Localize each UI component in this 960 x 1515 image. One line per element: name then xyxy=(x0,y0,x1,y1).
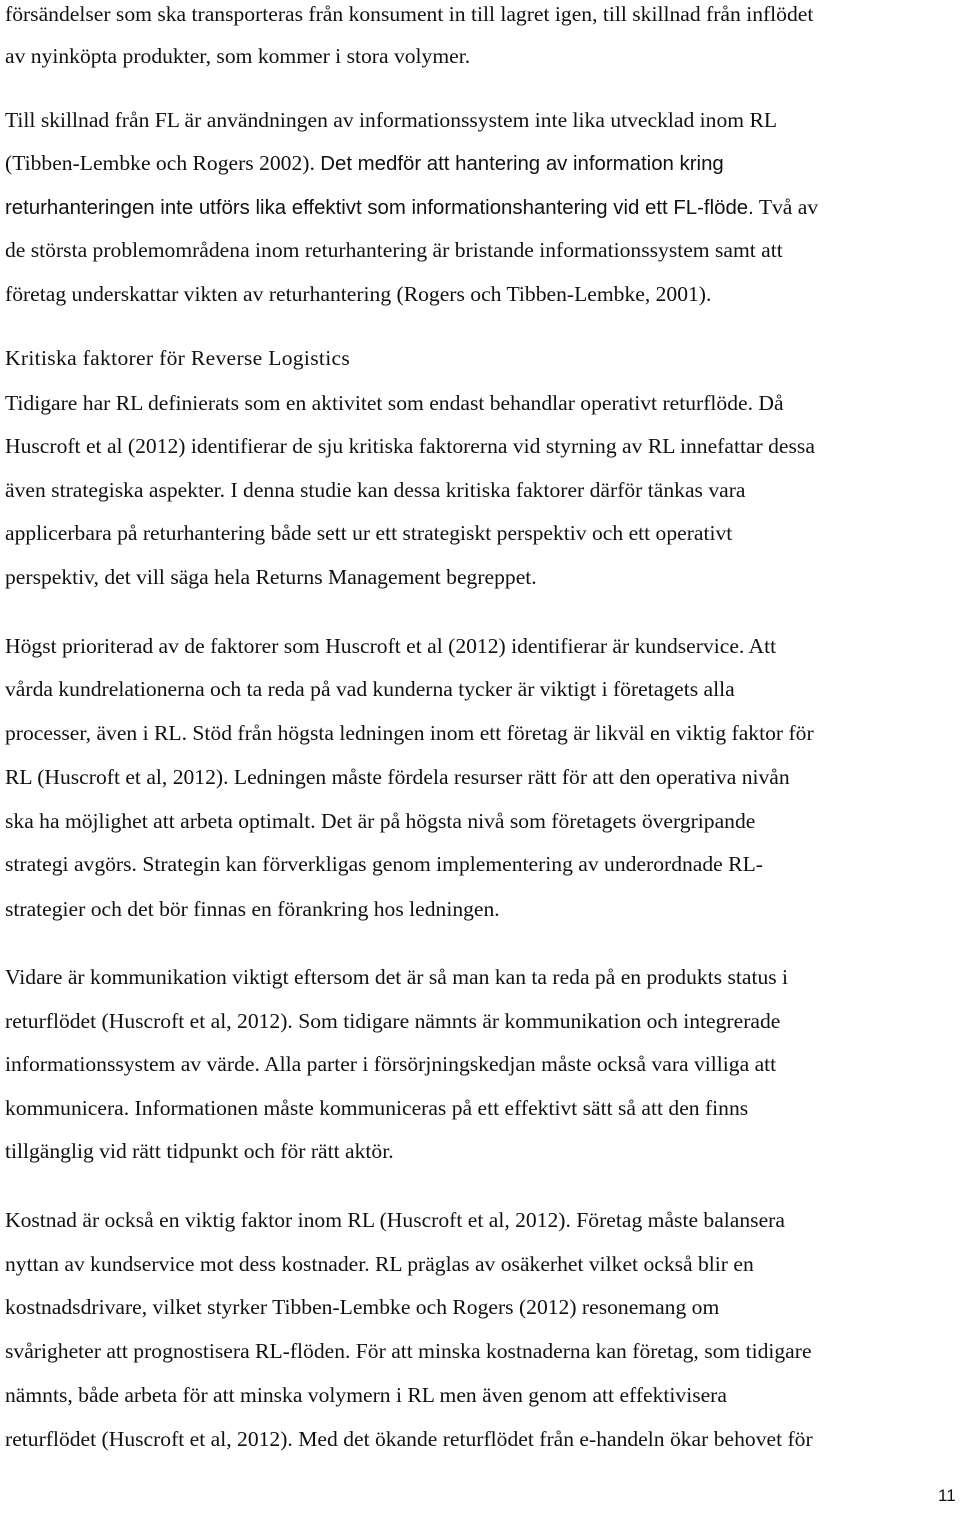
text-line: processer, även i RL. Stöd från högsta ledningen inom ett företag är likväl en viktig faktor för xyxy=(5,721,814,745)
text-line: kommunicera. Informationen måste kommuniceras på ett effektivt sätt så att den finns xyxy=(5,1096,749,1120)
text-segment: Det medför att hantering av information kring xyxy=(320,153,724,175)
text-line: Kostnad är också en viktig faktor inom RL (Huscroft et al, 2012). Företag måste balansera xyxy=(5,1208,785,1232)
text-line: nyttan av kundservice mot dess kostnader. RL präglas av osäkerhet vilket också blir en xyxy=(5,1252,754,1276)
text-line: av nyinköpta produkter, som kommer i stora volymer. xyxy=(5,44,471,68)
text-line: applicerbara på returhantering både sett ur ett strategiskt perspektiv och ett operativt xyxy=(5,521,733,545)
text-line: RL (Huscroft et al, 2012). Ledningen måste fördela resurser rätt för att den operativa nivån xyxy=(5,765,790,789)
text-line: även strategiska aspekter. I denna studie kan dessa kritiska faktorer därför tänkas vara xyxy=(5,478,746,502)
text-line: returflödet (Huscroft et al, 2012). Som tidigare nämnts är kommunikation och integrerade xyxy=(5,1009,781,1033)
text-line: Högst prioriterad av de faktorer som Huscroft et al (2012) identifierar är kundservice. Att xyxy=(5,634,777,658)
text-line: Huscroft et al (2012) identifierar de sju kritiska faktorerna vid styrning av RL innefattar dessa xyxy=(5,434,815,458)
text-line: tillgänglig vid rätt tidpunkt och för rätt aktör. xyxy=(5,1139,394,1163)
text-line: kostnadsdrivare, vilket styrker Tibben-Lembke och Rogers (2012) resonemang om xyxy=(5,1295,720,1319)
text-line: returflödet (Huscroft et al, 2012). Med det ökande returflödet från e-handeln ökar behovet för xyxy=(5,1427,813,1451)
text-line: Vidare är kommunikation viktigt eftersom det är så man kan ta reda på en produkts status i xyxy=(5,965,789,989)
text-line: företag underskattar vikten av returhantering (Rogers och Tibben-Lembke, 2001). xyxy=(5,282,712,306)
text-line: försändelser som ska transporteras från konsument in till lagret igen, till skillnad från inflödet xyxy=(5,2,814,26)
text-line: de största problemområdena inom returhantering är bristande informationssystem samt att xyxy=(5,238,783,262)
text-line: ska ha möjlighet att arbeta optimalt. Det är på högsta nivå som företagets övergripande xyxy=(5,809,756,833)
text-segment: returhanteringen inte utförs lika effektivt som informationshantering vid ett FL-flöde. xyxy=(5,197,754,219)
text-line: Till skillnad från FL är användningen av informationssystem inte lika utvecklad inom RL xyxy=(5,108,778,132)
text-line xyxy=(5,193,818,221)
text-line: strategi avgörs. Strategin kan förverkligas genom implementering av underordnade RL- xyxy=(5,852,763,876)
section-heading: Kritiska faktorer för Reverse Logistics xyxy=(5,346,351,370)
text-line: nämnts, både arbeta för att minska volymern i RL men även genom att effektivisera xyxy=(5,1383,727,1407)
text-line: informationssystem av värde. Alla parter i försörjningskedjan måste också vara villiga att xyxy=(5,1052,777,1076)
text-segment: Två av xyxy=(753,195,819,219)
text-line: strategier och det bör finnas en förankring hos ledningen. xyxy=(5,897,500,921)
text-line: vårda kundrelationerna och ta reda på vad kunderna tycker är viktigt i företagets alla xyxy=(5,677,735,701)
text-line: perspektiv, det vill säga hela Returns Management begreppet. xyxy=(5,565,537,589)
text-line xyxy=(5,149,724,177)
text-segment: (Tibben-Lembke och Rogers 2002). xyxy=(5,151,321,175)
page-number: 11 xyxy=(938,1486,956,1505)
text-line: Tidigare har RL definierats som en aktivitet som endast behandlar operativt returflöde. Då xyxy=(5,391,784,415)
text-line: svårigheter att prognostisera RL-flöden. För att minska kostnaderna kan företag, som tidigare xyxy=(5,1339,812,1363)
